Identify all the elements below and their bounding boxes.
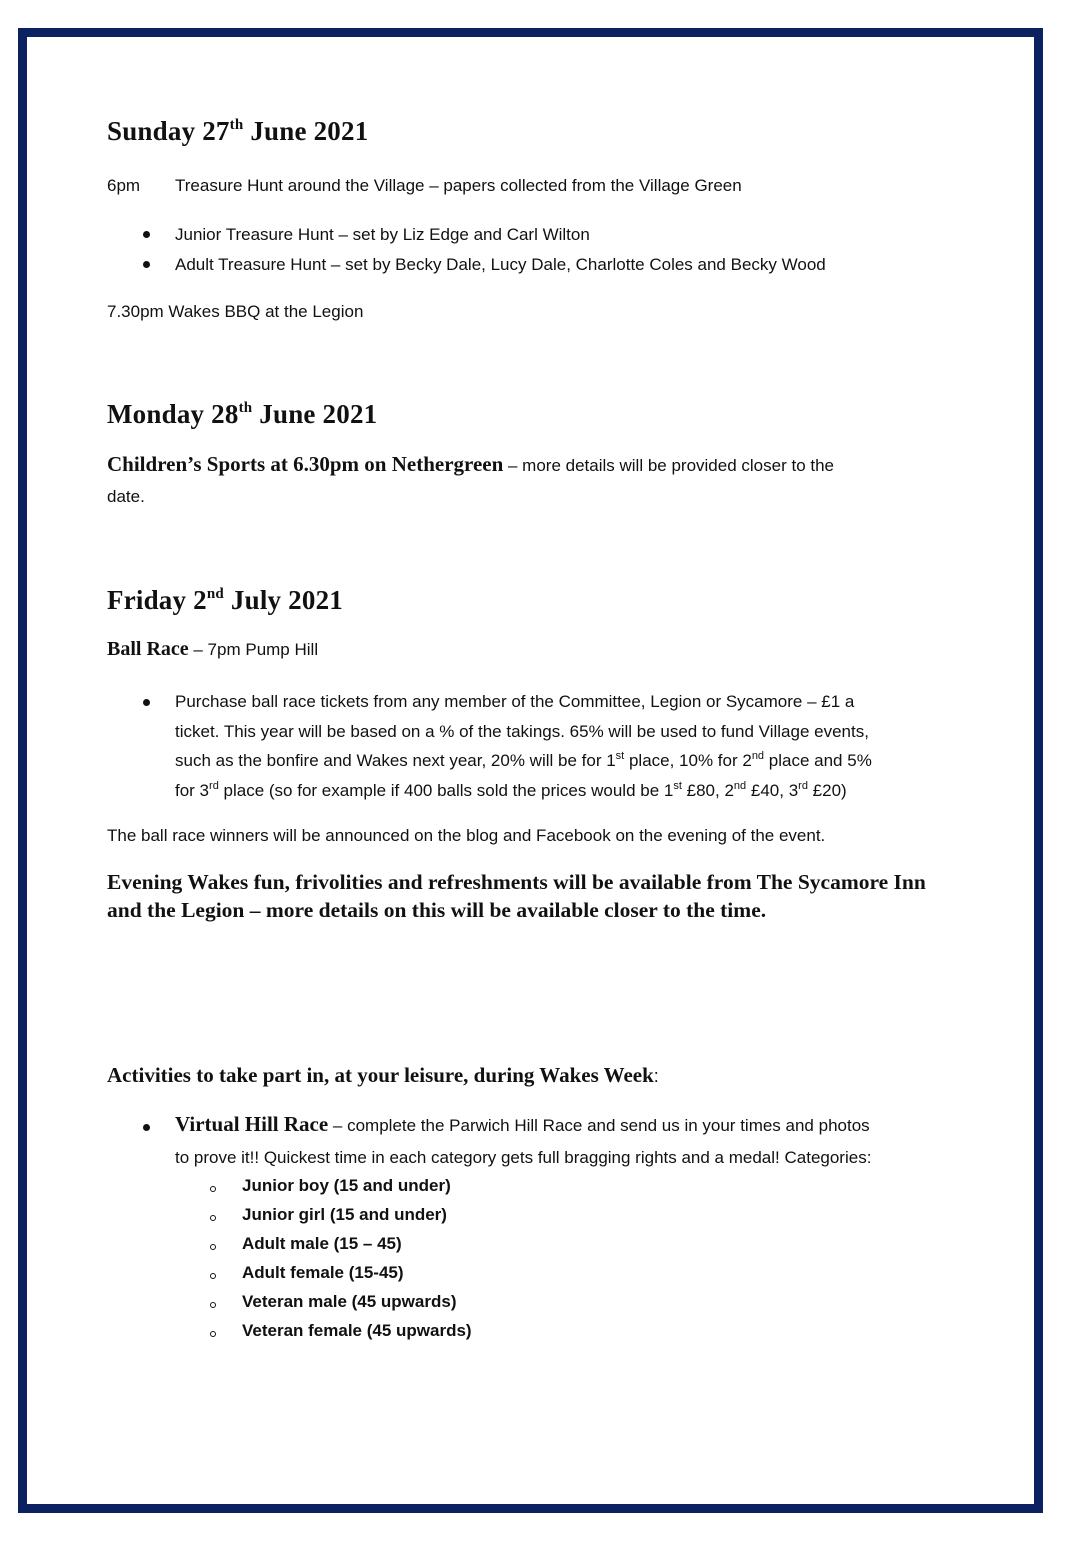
hill-race-title: Virtual Hill Race: [175, 1112, 329, 1136]
ball-race-line: [107, 638, 318, 661]
ball-race-title: Ball Race: [107, 638, 189, 660]
sports-line: [107, 452, 834, 477]
bullet-icon: [143, 699, 150, 706]
category-item: Veteran male (45 upwards): [242, 1292, 457, 1311]
sports-note: – more details will be provided closer to the: [503, 456, 835, 475]
event-description: Treasure Hunt around the Village – papers collected from the Village Green: [175, 176, 742, 195]
circle-bullet-icon: [210, 1302, 216, 1308]
heading-friday: Friday 2nd July 2021: [107, 585, 343, 615]
heading-monday: Monday 28th June 2021: [107, 399, 378, 429]
category-item: Junior girl (15 and under): [242, 1205, 447, 1224]
bbq-text: 7.30pm Wakes BBQ at the Legion: [107, 302, 364, 321]
event-time: 6pm: [107, 176, 141, 195]
sports-note-cont: date.: [107, 487, 145, 506]
category-item: Veteran female (45 upwards): [242, 1321, 472, 1340]
heading-sunday: Sunday 27th June 2021: [107, 116, 369, 146]
category-item: Adult female (15-45): [242, 1263, 404, 1282]
ball-race-time: – 7pm Pump Hill: [188, 640, 319, 659]
bullet-icon: [143, 231, 150, 238]
bullet-icon: [143, 1124, 150, 1131]
bullet-icon: [143, 261, 150, 268]
circle-bullet-icon: [210, 1331, 216, 1337]
list-item: Adult Treasure Hunt – set by Becky Dale, Lucy Dale, Charlotte Coles and Becky Wood: [175, 255, 826, 274]
list-item: Junior Treasure Hunt – set by Liz Edge and Carl Wilton: [175, 225, 590, 244]
circle-bullet-icon: [210, 1244, 216, 1250]
sports-title: Children’s Sports at 6.30pm on Nethergreen: [107, 452, 504, 476]
category-item: Adult male (15 – 45): [242, 1234, 402, 1253]
evening-text: Evening Wakes fun, frivolities and refreshments will be available from The Sycamore Inn and the Legion – more details on this will be available closer to the time.: [107, 870, 926, 922]
circle-bullet-icon: [210, 1215, 216, 1221]
ticket-info: Purchase ball race tickets from any member of the Committee, Legion or Sycamore – £1 a ticket. This year will be based on a % of the takings. 65% will be used to fund Village events, such as the bonfire and Wakes next year, 20% will be for 1st place, 10% for 2nd place and 5% for 3rd place (so for example if 400 balls sold the prices would be 1st £80, 2nd £40, 3rd £20): [175, 692, 872, 800]
category-item: Junior boy (15 and under): [242, 1176, 451, 1195]
hill-race-desc: to prove it!! Quickest time in each category gets full bragging rights and a medal! Categories:: [175, 1148, 872, 1167]
hill-race-line: Virtual Hill Race – complete the Parwich Hill Race and send us in your times and photos: [175, 1112, 870, 1136]
winners-text: The ball race winners will be announced on the blog and Facebook on the evening of the event.: [107, 826, 826, 845]
activities-heading: Activities to take part in, at your leisure, during Wakes Week:: [107, 1063, 659, 1087]
circle-bullet-icon: [210, 1273, 216, 1279]
circle-bullet-icon: [210, 1186, 216, 1192]
